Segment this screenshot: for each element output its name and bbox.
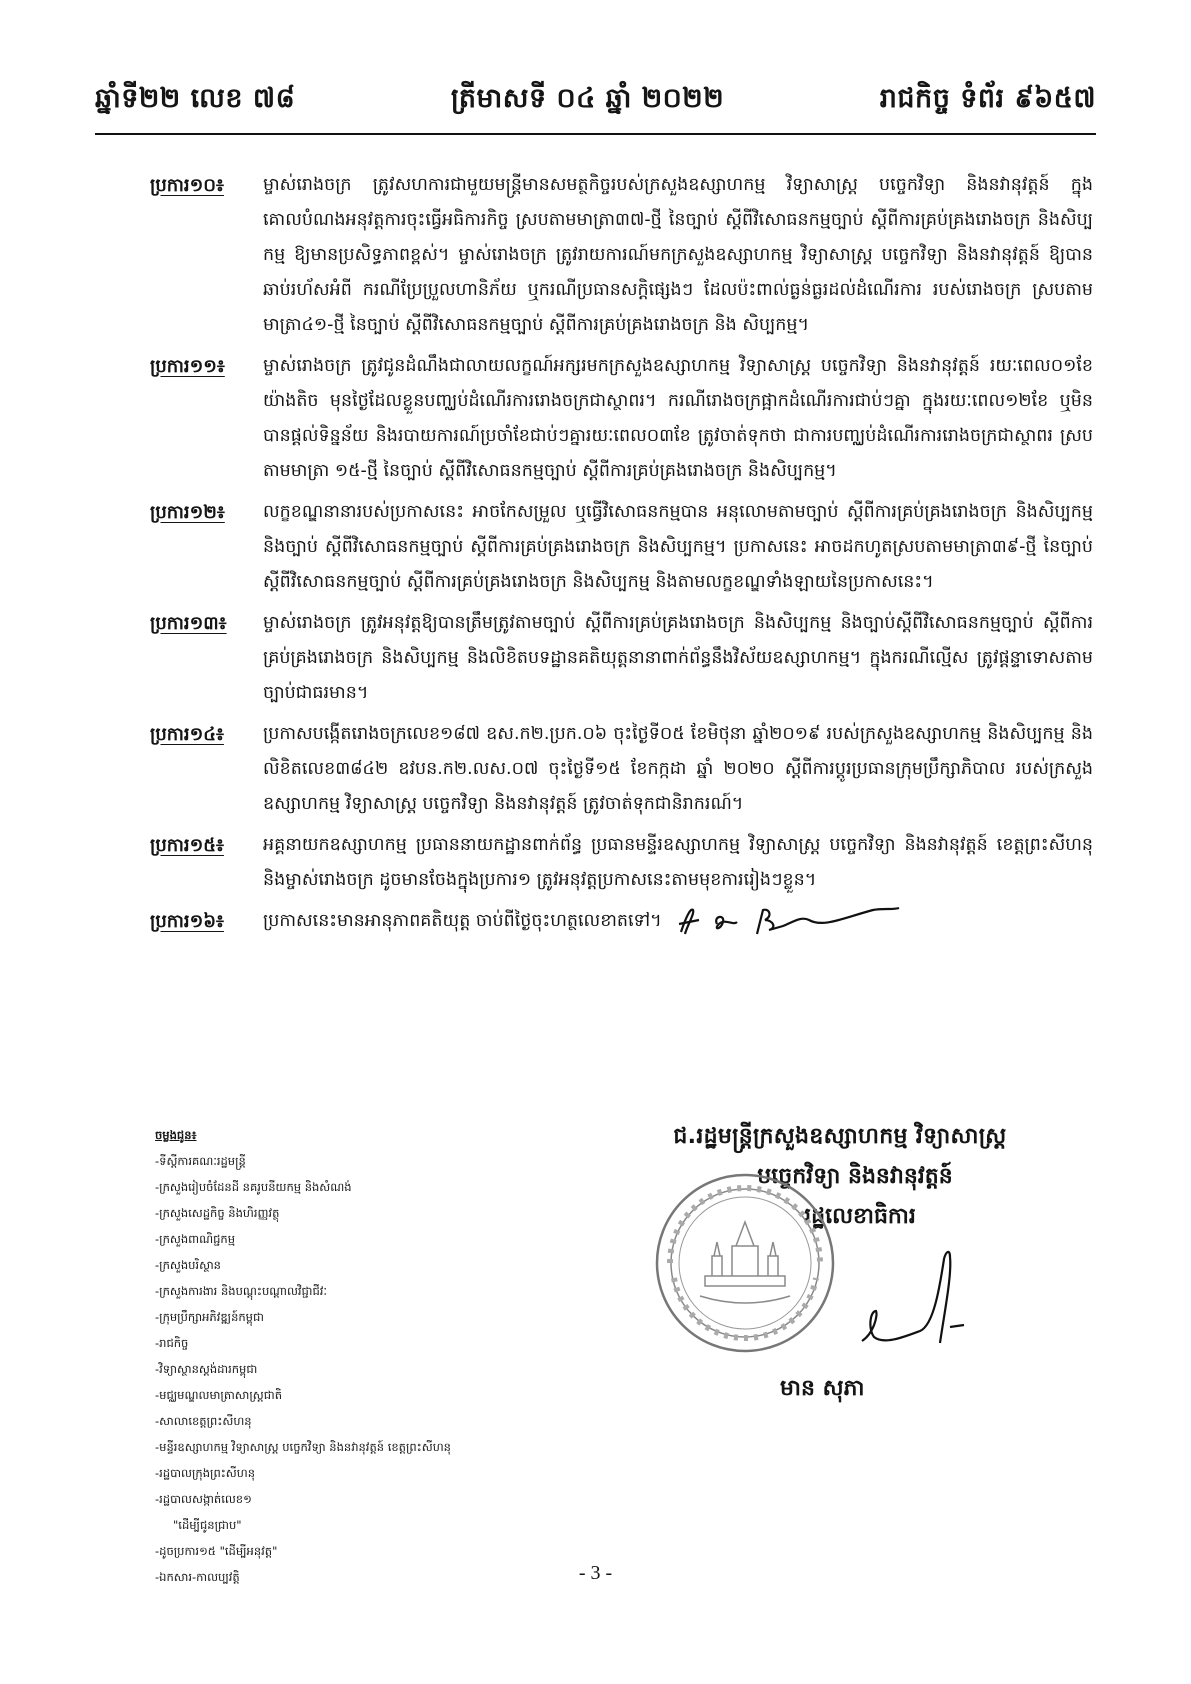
cc-item: -ក្រសួងពាណិជ្ជកម្ម: [155, 1232, 236, 1246]
cc-item: -រដ្ឋបាលក្រុងព្រះសីហនុ: [155, 1466, 256, 1480]
cc-item: -រាជកិច្ច: [155, 1336, 189, 1350]
cc-item: "ដើម្បីជូនជ្រាប": [173, 1518, 242, 1532]
cc-title: ចម្លងជូន៖: [155, 1128, 197, 1142]
signer-title-line1: ជ.រដ្ឋមន្ត្រីក្រសួងឧស្សាហកម្ម វិទ្យាសាស្ត្រ: [673, 1124, 1007, 1149]
cc-item: -ក្រសួងការងារ និងបណ្តុះបណ្តាលវិជ្ជាជីវៈ: [155, 1284, 327, 1298]
cc-item: -មន្ទីរឧស្សាហកម្ម វិទ្យាសាស្ត្រ បច្ចេកវិទ្យា និងនវានុវត្តន៍ ខេត្តព្រះសីហនុ: [155, 1440, 451, 1454]
gazette-quarter: ត្រីមាសទី ០៤ ឆ្នាំ ២០២២: [450, 83, 725, 114]
cc-item: -រដ្ឋបាលសង្កាត់លេខ១: [155, 1492, 252, 1506]
cc-item: -ក្រសួងរៀបចំដែនដី នគរូបនីយកម្ម និងសំណង់: [155, 1180, 352, 1194]
article-16: [150, 904, 1093, 939]
cc-item: -ឯកសារ-កាលប្បវត្តិ: [155, 1570, 240, 1584]
signer-name: មាន សុភា: [780, 1376, 865, 1401]
article-label: ប្រការ១៦៖: [150, 911, 224, 932]
official-seal-stamp: [650, 1168, 840, 1358]
article-13: [150, 606, 1093, 711]
article-15: [150, 828, 1093, 898]
cc-item: -ទីស្តីការគណៈរដ្ឋមន្ត្រី: [155, 1154, 246, 1168]
article-14: [150, 717, 1093, 822]
cc-item: -សាលាខេត្តព្រះសីហនុ: [155, 1414, 252, 1428]
cc-item: -ដូចប្រការ១៥ "ដើម្បីអនុវត្ត": [155, 1544, 278, 1558]
handwritten-signature: [860, 1245, 970, 1355]
article-text: ម្ចាស់រោងចក្រ ត្រូវអនុវត្តឱ្យបានត្រឹមត្រូវតាមច្បាប់ ស្តីពីការគ្រប់គ្រងរោងចក្រ និងសិប្បកម្ម និងច្បាប់ស្តីពីវិសោធនកម្មច្បាប់ ស្តីពីការគ្រប់គ្រងរោងចក្រ និងសិប្បកម្ម និងលិខិតបទដ្ឋានគតិយុត្តនានាពាក់ព័ន្ធនឹងវិស័យឧស្សាហកម្ម។ ក្នុងករណីល្មើស ត្រូវផ្តន្ទាទោសតាមច្បាប់ជាធរមាន។: [263, 613, 1093, 703]
articles: [150, 168, 1093, 945]
article-text: អគ្គនាយកឧស្សាហកម្ម ប្រធាននាយកដ្ឋានពាក់ព័ន្ធ ប្រធានមន្ទីរឧស្សាហកម្ម វិទ្យាសាស្ត្រ បច្ចេកវិទ្យា និងនវានុវត្តន៍ ខេត្តព្រះសីហនុ និងម្ចាស់រោងចក្រ ដូចមានចែងក្នុងប្រការ១ ត្រូវអនុវត្តប្រកាសនេះតាមមុខការរៀងៗខ្លួន។: [263, 835, 1093, 890]
cc-item: -ក្រសួងសេដ្ឋកិច្ច និងហិរញ្ញវត្ថុ: [155, 1206, 280, 1220]
article-text: ម្ចាស់រោងចក្រ ត្រូវជូនដំណឹងជាលាយលក្ខណ៍អក្សរមកក្រសួងឧស្សាហកម្ម វិទ្យាសាស្ត្រ បច្ចេកវិទ្យា និងនវានុវត្តន៍ រយៈពេល០១ខែយ៉ាងតិច មុនថ្ងៃដែលខ្លួនបញ្ឈប់ដំណើរការរោងចក្រជាស្ថាពរ។ ករណីរោងចក្រផ្អាកដំណើរការជាប់ៗគ្នា ក្នុងរយៈពេល១២ខែ ឬមិនបានផ្តល់ទិន្នន័យ និងរបាយការណ៍ប្រចាំខែជាប់ៗគ្នារយៈពេល០៣ខែ ត្រូវចាត់ទុកថា ជាការបញ្ឈប់ដំណើរការរោងចក្រជាស្ថាពរ ស្របតាមមាត្រា ១៥-ថ្មី នៃច្បាប់ ស្តីពីវិសោធនកម្មច្បាប់ ស្តីពីការគ្រប់គ្រងរោងចក្រ និងសិប្បកម្ម។: [263, 356, 1093, 481]
article-text: លក្ខខណ្ឌនានារបស់ប្រកាសនេះ អាចកែសម្រួល ឬធ្វើវិសោធនកម្មបាន អនុលោមតាមច្បាប់ ស្តីពីការគ្រប់គ្រងរោងចក្រ និងសិប្បកម្ម និងច្បាប់ ស្តីពីវិសោធនកម្មច្បាប់ ស្តីពីការគ្រប់គ្រងរោងចក្រ និងសិប្បកម្ម។ ប្រកាសនេះ អាចដកហូតស្របតាមមាត្រា៣៩-ថ្មី នៃច្បាប់ ស្តីពីវិសោធនកម្មច្បាប់ ស្តីពីការគ្រប់គ្រងរោងចក្រ និងសិប្បកម្ម និងតាមលក្ខខណ្ឌទាំងឡាយនៃប្រកាសនេះ។: [263, 502, 1093, 592]
article-label: ប្រការ១៣៖: [150, 613, 227, 634]
cc-item: -វិទ្យាស្ថានស្តង់ដារកម្ពុជា: [155, 1362, 258, 1376]
article-text: ប្រកាសនេះមានអានុភាពគតិយុត្ត ចាប់ពីថ្ងៃចុះហត្ថលេខាតទៅ។: [263, 911, 662, 931]
cc-item: -ក្រសួងបរិស្ថាន: [155, 1258, 221, 1272]
signer-title-line3: រដ្ឋលេខាធិការ: [804, 1204, 916, 1229]
article-label: ប្រការ១១៖: [150, 356, 225, 377]
article-text: ម្ចាស់រោងចក្រ ត្រូវសហការជាមួយមន្ត្រីមានសមត្ថកិច្ចរបស់ក្រសួងឧស្សាហកម្ម វិទ្យាសាស្ត្រ បច្ចេកវិទ្យា និងនវានុវត្តន៍ ក្នុងគោលបំណងអនុវត្តការចុះធ្វើអធិការកិច្ច ស្របតាមមាត្រា៣៧-ថ្មី នៃច្បាប់ ស្តីពីវិសោធនកម្មច្បាប់ ស្តីពីការគ្រប់គ្រងរោងចក្រ និងសិប្បកម្ម ឱ្យមានប្រសិទ្ធភាពខ្ពស់។ ម្ចាស់រោងចក្រ ត្រូវរាយការណ៍មកក្រសួងឧស្សាហកម្ម វិទ្យាសាស្ត្រ បច្ចេកវិទ្យា និងនវានុវត្តន៍ ឱ្យបាន ឆាប់រហ័សអំពី ករណីប្រែប្រួលហានិភ័យ ឬករណីប្រធានសក្តិផ្សេងៗ ដែលប៉ះពាល់ធ្ងន់ធ្ងរដល់ដំណើរការ របស់រោងចក្រ ស្របតាមមាត្រា៤១-ថ្មី នៃច្បាប់ ស្តីពីវិសោធនកម្មច្បាប់ ស្តីពីការគ្រប់គ្រងរោងចក្រ និង សិប្បកម្ម។: [263, 175, 1093, 335]
gazette-issue: ឆ្នាំទី២២ លេខ ៧៨: [95, 83, 296, 114]
page-number: - 3 -: [578, 1562, 613, 1584]
page-header: [95, 82, 1096, 121]
article-11: [150, 349, 1093, 489]
article-10: [150, 168, 1093, 343]
article-label: ប្រការ១២៖: [150, 502, 225, 523]
article-text: ប្រកាសបង្កើតរោងចក្រលេខ១៨៧ ឧស.ក២.ប្រក.០៦ ចុះថ្ងៃទី០៥ ខែមិថុនា ឆ្នាំ២០១៩ របស់ក្រសួងឧស្សាហកម្ម និងសិប្បកម្ម និងលិខិតលេខ៣៨៤២ ឧវបន.ក២.លស.០៧ ចុះថ្ងៃទី១៥ ខែកក្កដា ឆ្នាំ ២០២០ ស្តីពីការប្តូរប្រធានក្រុមប្រឹក្សាភិបាល របស់ក្រសួងឧស្សាហកម្ម វិទ្យាសាស្ត្រ បច្ចេកវិទ្យា និងនវានុវត្តន៍ ត្រូវចាត់ទុកជានិរាករណ៍។: [263, 724, 1093, 814]
cc-list: [155, 1122, 451, 1590]
article-label: ប្រការ១០៖: [150, 175, 224, 196]
article-label: ប្រការ១៥៖: [150, 835, 224, 856]
cc-item: -ក្រុមប្រឹក្សាអភិវឌ្ឍន៍កម្ពុជា: [155, 1310, 264, 1324]
initials-signature: [673, 904, 903, 938]
article-12: [150, 495, 1093, 600]
header-rule: [95, 133, 1096, 135]
signer-title-line2: បច្ចេកវិទ្យា និងនវានុវត្តន៍: [757, 1164, 953, 1189]
article-label: ប្រការ១៤៖: [150, 724, 224, 745]
cc-item: -មជ្ឈមណ្ឌលមាត្រាសាស្ត្រជាតិ: [155, 1388, 283, 1402]
gazette-page: រាជកិច្ច ទំព័រ ៩៦៥៧: [879, 83, 1096, 114]
